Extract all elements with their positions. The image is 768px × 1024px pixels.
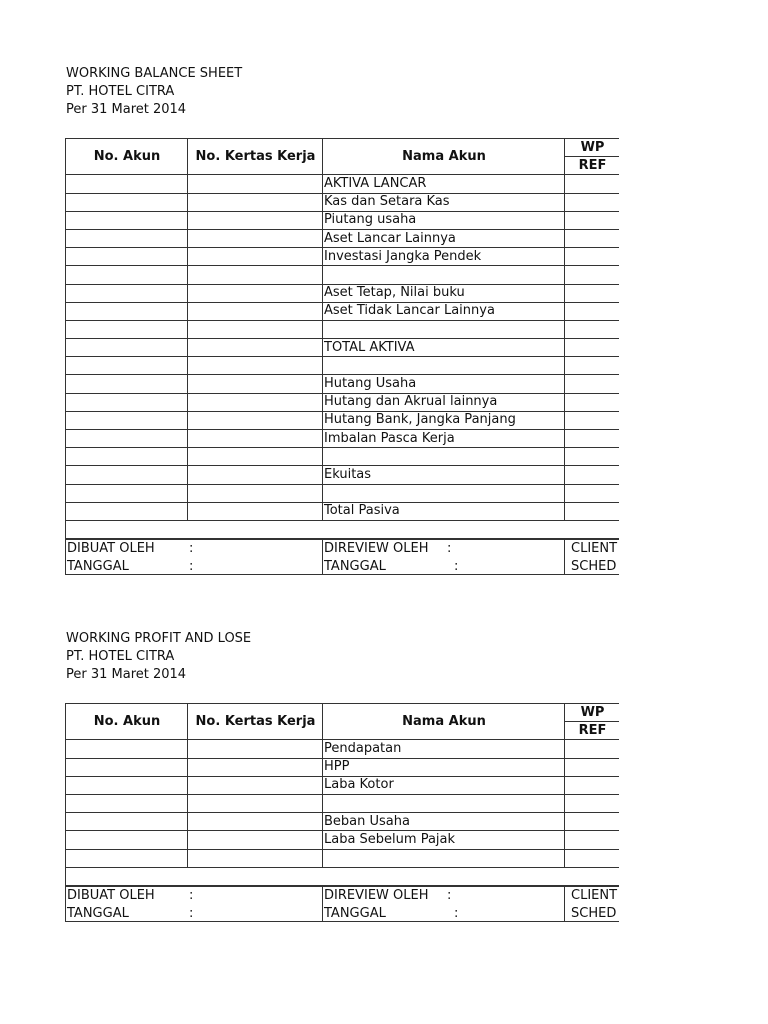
cell-wp-ref[interactable] <box>565 339 620 357</box>
cell-wp-ref[interactable] <box>565 758 620 776</box>
cell-no-kertas-kerja[interactable] <box>188 175 323 193</box>
tanggal-label: TANGGAL <box>67 559 129 575</box>
cell-no-akun[interactable] <box>66 320 188 338</box>
cell-no-kertas-kerja[interactable] <box>188 776 323 794</box>
cell-no-kertas-kerja[interactable] <box>188 211 323 229</box>
table-row <box>66 502 620 520</box>
cell-wp-ref[interactable] <box>565 284 620 302</box>
direview-oleh-label: DIREVIEW OLEH <box>324 541 429 557</box>
table-row <box>66 357 620 375</box>
table-row <box>66 466 620 484</box>
cell-wp-ref[interactable] <box>565 466 620 484</box>
title-line: WORKING BALANCE SHEET <box>66 66 243 81</box>
table-row <box>66 849 620 867</box>
table-row <box>66 794 620 812</box>
table-row <box>66 193 620 211</box>
cell-nama-akun[interactable]: Total Pasiva <box>323 502 565 520</box>
colon: : <box>447 541 452 557</box>
cell-no-akun[interactable] <box>66 411 188 429</box>
client-label: CLIENT <box>571 541 618 557</box>
client-label: CLIENT <box>571 887 618 903</box>
header-no-akun: No. Akun <box>66 139 188 175</box>
cell-nama-akun[interactable] <box>323 849 565 867</box>
title-line: Per 31 Maret 2014 <box>66 667 187 682</box>
cell-wp-ref[interactable] <box>565 320 620 338</box>
cell-nama-akun[interactable]: Ekuitas <box>323 466 565 484</box>
cell-nama-akun[interactable]: Beban Usaha <box>323 813 565 831</box>
cell-wp-ref[interactable] <box>565 831 620 849</box>
cell-no-akun[interactable] <box>66 794 188 812</box>
table-row <box>66 831 620 849</box>
cell-nama-akun[interactable]: TOTAL AKTIVA <box>323 339 565 357</box>
table-row <box>66 248 620 266</box>
cell-no-akun[interactable] <box>66 375 188 393</box>
header-nama-akun: Nama Akun <box>323 704 565 740</box>
dibuat-oleh-label: DIBUAT OLEH <box>67 541 155 557</box>
section-title <box>66 630 251 684</box>
cell-wp-ref[interactable] <box>565 740 620 758</box>
cell-no-akun[interactable] <box>66 776 188 794</box>
cell-nama-akun[interactable]: Laba Kotor <box>323 776 565 794</box>
header-no-akun: No. Akun <box>66 704 188 740</box>
colon: : <box>189 559 194 575</box>
tanggal-label: TANGGAL <box>67 905 129 921</box>
table-row <box>66 284 620 302</box>
cell-wp-ref[interactable] <box>565 266 620 284</box>
cell-nama-akun[interactable]: HPP <box>323 758 565 776</box>
cell-wp-ref[interactable] <box>565 502 620 520</box>
blank-row <box>66 520 620 538</box>
table-row <box>66 266 620 284</box>
colon: : <box>454 559 459 575</box>
table-row <box>66 393 620 411</box>
cell-no-akun[interactable] <box>66 284 188 302</box>
cell-nama-akun[interactable]: AKTIVA LANCAR <box>323 175 565 193</box>
table-row <box>66 411 620 429</box>
table-row <box>66 484 620 502</box>
cell-no-akun[interactable] <box>66 740 188 758</box>
cell-no-akun[interactable] <box>66 248 188 266</box>
tanggal-review-label: TANGGAL <box>324 559 386 575</box>
cell-nama-akun[interactable]: Aset Tetap, Nilai buku <box>323 284 565 302</box>
cell-wp-ref[interactable] <box>565 776 620 794</box>
table-row <box>66 339 620 357</box>
cell-nama-akun[interactable]: Aset Tidak Lancar Lainnya <box>323 302 565 320</box>
cell-no-kertas-kerja[interactable] <box>188 484 323 502</box>
cell-no-kertas-kerja[interactable] <box>188 284 323 302</box>
cell-no-kertas-kerja[interactable] <box>188 393 323 411</box>
colon: : <box>189 541 194 557</box>
cell-wp-ref[interactable] <box>565 430 620 448</box>
cell-wp-ref[interactable] <box>565 175 620 193</box>
tanggal-review-label: TANGGAL <box>324 905 386 921</box>
cell-no-kertas-kerja[interactable] <box>188 193 323 211</box>
cell-no-akun[interactable] <box>66 831 188 849</box>
header-no-kertas-kerja: No. Kertas Kerja <box>188 704 323 740</box>
cell-nama-akun[interactable] <box>323 794 565 812</box>
title-line: Per 31 Maret 2014 <box>66 102 187 117</box>
header-ref: REF <box>565 157 620 175</box>
title-line: PT. HOTEL CITRA <box>66 84 175 99</box>
cell-wp-ref[interactable] <box>565 448 620 466</box>
cell-nama-akun[interactable] <box>323 266 565 284</box>
section-title <box>66 65 242 119</box>
table-row <box>66 813 620 831</box>
cell-no-kertas-kerja[interactable] <box>188 831 323 849</box>
blank-cell <box>66 867 620 885</box>
table-row <box>66 758 620 776</box>
cell-no-akun[interactable] <box>66 430 188 448</box>
cell-no-akun[interactable] <box>66 211 188 229</box>
cell-no-akun[interactable] <box>66 466 188 484</box>
cell-wp-ref[interactable] <box>565 248 620 266</box>
header-nama-akun: Nama Akun <box>323 139 565 175</box>
header-ref: REF <box>565 722 620 740</box>
direview-oleh-label: DIREVIEW OLEH <box>324 887 429 903</box>
colon: : <box>189 905 194 921</box>
colon: : <box>189 887 194 903</box>
cell-wp-ref[interactable] <box>565 794 620 812</box>
table-row <box>66 375 620 393</box>
cell-wp-ref[interactable] <box>565 357 620 375</box>
cell-wp-ref[interactable] <box>565 193 620 211</box>
schedule-label: SCHED <box>571 905 617 921</box>
cell-nama-akun[interactable]: Hutang dan Akrual lainnya <box>323 393 565 411</box>
header-wp: WP <box>565 704 620 722</box>
cell-nama-akun[interactable]: Aset Lancar Lainnya <box>323 229 565 247</box>
cell-no-akun[interactable] <box>66 502 188 520</box>
cell-no-kertas-kerja[interactable] <box>188 758 323 776</box>
cell-wp-ref[interactable] <box>565 393 620 411</box>
blank-cell <box>66 520 620 538</box>
header-wp: WP <box>565 139 620 157</box>
cell-no-kertas-kerja[interactable] <box>188 248 323 266</box>
colon: : <box>447 887 452 903</box>
cell-nama-akun[interactable]: Piutang usaha <box>323 211 565 229</box>
cell-no-kertas-kerja[interactable] <box>188 813 323 831</box>
cell-wp-ref[interactable] <box>565 229 620 247</box>
table-row <box>66 740 620 758</box>
cell-no-kertas-kerja[interactable] <box>188 794 323 812</box>
table-row <box>66 448 620 466</box>
cell-nama-akun[interactable] <box>323 484 565 502</box>
cell-no-akun[interactable] <box>66 229 188 247</box>
cell-no-kertas-kerja[interactable] <box>188 320 323 338</box>
cell-no-kertas-kerja[interactable] <box>188 502 323 520</box>
cell-no-kertas-kerja[interactable] <box>188 448 323 466</box>
cell-no-akun[interactable] <box>66 393 188 411</box>
blank-row <box>66 867 620 885</box>
cell-nama-akun[interactable] <box>323 320 565 338</box>
cell-wp-ref[interactable] <box>565 813 620 831</box>
table-row <box>66 430 620 448</box>
colon: : <box>454 905 459 921</box>
cell-no-akun[interactable] <box>66 175 188 193</box>
cell-no-akun[interactable] <box>66 357 188 375</box>
cell-no-kertas-kerja[interactable] <box>188 375 323 393</box>
cell-no-akun[interactable] <box>66 484 188 502</box>
cell-no-kertas-kerja[interactable] <box>188 430 323 448</box>
cell-no-kertas-kerja[interactable] <box>188 357 323 375</box>
cell-no-kertas-kerja[interactable] <box>188 849 323 867</box>
table-row <box>66 211 620 229</box>
cell-no-kertas-kerja[interactable] <box>188 302 323 320</box>
cell-wp-ref[interactable] <box>565 411 620 429</box>
schedule-label: SCHED <box>571 559 617 575</box>
title-line: WORKING PROFIT AND LOSE <box>66 631 252 646</box>
cell-no-akun[interactable] <box>66 813 188 831</box>
signoff-footer <box>65 539 619 575</box>
cell-nama-akun[interactable]: Hutang Bank, Jangka Panjang <box>323 411 565 429</box>
cell-no-akun[interactable] <box>66 448 188 466</box>
cell-no-akun[interactable] <box>66 339 188 357</box>
cell-nama-akun[interactable]: Pendapatan <box>323 740 565 758</box>
cell-nama-akun[interactable] <box>323 448 565 466</box>
table-row <box>66 320 620 338</box>
cell-nama-akun[interactable]: Kas dan Setara Kas <box>323 193 565 211</box>
title-line: PT. HOTEL CITRA <box>66 649 175 664</box>
cell-no-kertas-kerja[interactable] <box>188 466 323 484</box>
table-row <box>66 175 620 193</box>
cell-nama-akun[interactable] <box>323 357 565 375</box>
cell-no-akun[interactable] <box>66 849 188 867</box>
cell-no-akun[interactable] <box>66 266 188 284</box>
cell-no-akun[interactable] <box>66 193 188 211</box>
header-no-kertas-kerja: No. Kertas Kerja <box>188 139 323 175</box>
cell-no-kertas-kerja[interactable] <box>188 266 323 284</box>
table-row <box>66 776 620 794</box>
cell-nama-akun[interactable]: Laba Sebelum Pajak <box>323 831 565 849</box>
worksheet-table <box>65 138 619 575</box>
cell-no-kertas-kerja[interactable] <box>188 339 323 357</box>
cell-no-akun[interactable] <box>66 758 188 776</box>
signoff-footer <box>65 886 619 922</box>
cell-wp-ref[interactable] <box>565 375 620 393</box>
worksheet-table <box>65 703 619 922</box>
cell-wp-ref[interactable] <box>565 302 620 320</box>
cell-no-kertas-kerja[interactable] <box>188 229 323 247</box>
cell-no-akun[interactable] <box>66 302 188 320</box>
table-row <box>66 229 620 247</box>
cell-no-kertas-kerja[interactable] <box>188 740 323 758</box>
cell-no-kertas-kerja[interactable] <box>188 411 323 429</box>
cell-nama-akun[interactable]: Hutang Usaha <box>323 375 565 393</box>
dibuat-oleh-label: DIBUAT OLEH <box>67 887 155 903</box>
cell-wp-ref[interactable] <box>565 484 620 502</box>
cell-nama-akun[interactable]: Investasi Jangka Pendek <box>323 248 565 266</box>
cell-wp-ref[interactable] <box>565 849 620 867</box>
cell-wp-ref[interactable] <box>565 211 620 229</box>
cell-nama-akun[interactable]: Imbalan Pasca Kerja <box>323 430 565 448</box>
table-row <box>66 302 620 320</box>
